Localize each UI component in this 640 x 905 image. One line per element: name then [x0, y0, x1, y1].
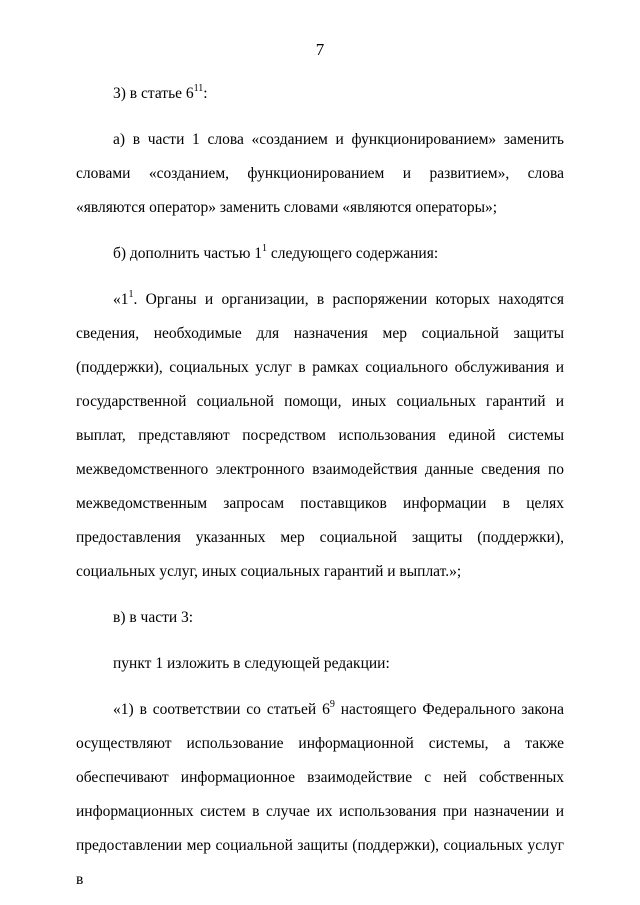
paragraph-text: 3) в статье 6 [113, 85, 194, 102]
paragraph-quoted-part [76, 283, 564, 589]
paragraph-text: следующего содержания: [267, 245, 439, 262]
paragraph-text: . Органы и организации, в распоряжении которых находятся сведения, необходимые для назначения мер социальной защиты (поддержки), социальных услуг в рамках социального обслуживания и государственной социальной помощи, иных социальных гарантий и выплат, представляют посредством использования единой системы межведомственного электронного взаимодействия данные сведения по межведомственным запросам поставщиков информации в целях предоставления указанных мер социальной защиты (поддержки), социальных услуг, иных социальных гарантий и выплат.»; [76, 291, 564, 580]
superscript: 9 [329, 699, 335, 710]
document-body [76, 77, 564, 897]
superscript: 11 [193, 83, 204, 94]
paragraph-text: настоящего Федерального закона осуществляют использование информационной системы, а также обеспечивают информационное взаимодействие с ней собственных информационных систем в случае их использования при назначении и предоставлении мер социальной защиты (поддержки), социальных услуг в [76, 701, 565, 888]
paragraph-article-heading [76, 77, 564, 111]
paragraph-point-1-text [76, 693, 564, 897]
paragraph-item-v: в) в части 3: [113, 609, 194, 626]
superscript: 1 [262, 243, 268, 254]
paragraph-item-b [76, 237, 564, 271]
superscript: 1 [128, 289, 134, 300]
paragraph-text: «1 [113, 291, 129, 308]
paragraph-text: б) дополнить частью 1 [113, 245, 263, 262]
page-number: 7 [315, 40, 325, 59]
paragraph-text: «1) в соответствии со статьей 6 [113, 701, 330, 718]
paragraph-item-a: а) в части 1 слова «созданием и функционированием» заменить словами «созданием, функционированием и развитием», слова «являются оператор» заменить словами «являются операторы»; [76, 131, 564, 216]
paragraph-point-1-intro: пункт 1 изложить в следующей редакции: [113, 655, 390, 672]
paragraph-text: : [203, 85, 208, 102]
